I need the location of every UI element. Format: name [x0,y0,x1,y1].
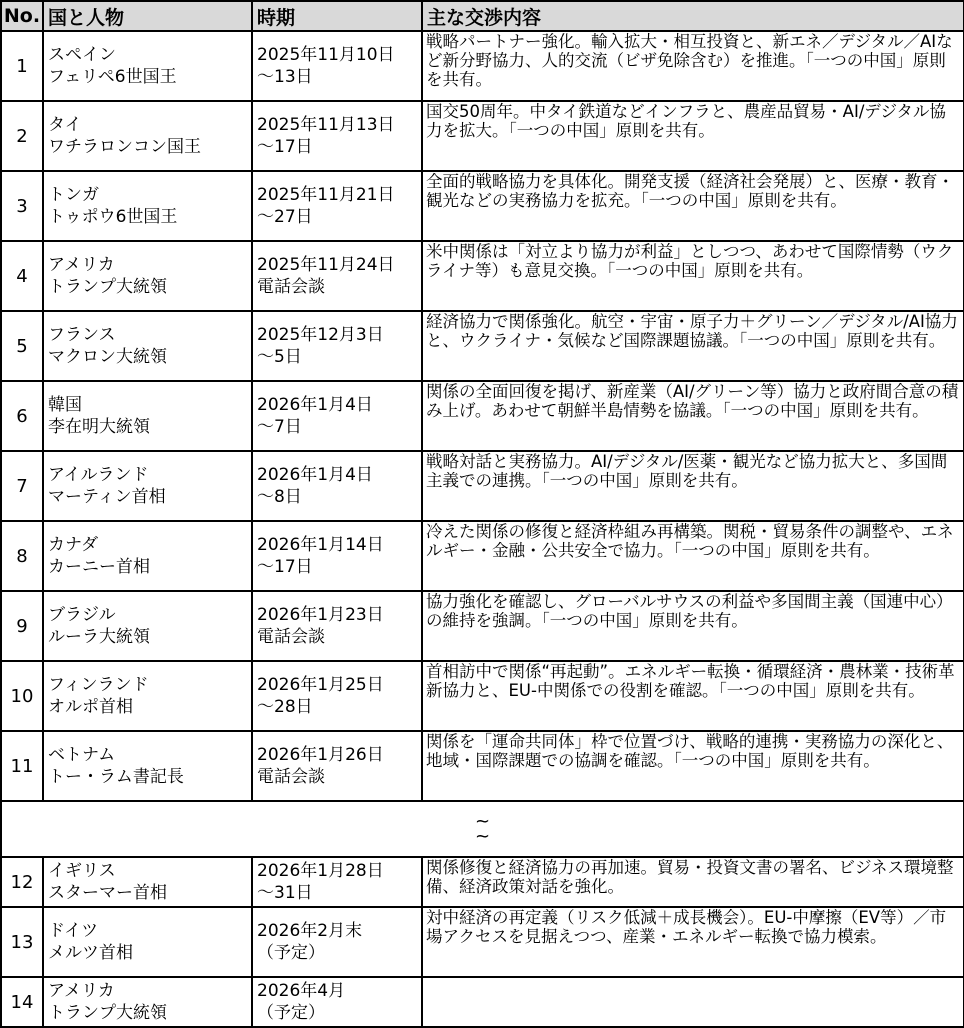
row-country: フランス マクロン大統領 [43,311,252,381]
row-country: ブラジル ルーラ大統領 [43,591,252,661]
header-no: No. [1,1,43,31]
row-no: 2 [1,101,43,171]
row-country: タイ ワチラロンコン国王 [43,101,252,171]
table-row [1,381,964,451]
row-no: 13 [1,907,43,977]
table-row [1,241,964,311]
row-country: ドイツ メルツ首相 [43,907,252,977]
row-period: 2026年4月 （予定） [252,977,422,1027]
row-period: 2026年1月23日 電話会談 [252,591,422,661]
row-period: 2025年11月10日 ～13日 [252,31,422,101]
table-row [1,521,964,591]
table-row [1,857,964,907]
row-period: 2026年2月末 （予定） [252,907,422,977]
row-no: 10 [1,661,43,731]
header-row [1,1,964,31]
row-country: アメリカ トランプ大統領 [43,241,252,311]
row-country: アメリカ トランプ大統領 [43,977,252,1027]
row-content: 対中経済の再定義（リスク低減＋成長機会）。EU-中摩擦（EV等）／市場アクセスを見据えつつ、産業・エネルギー転換で協力模索。 [422,907,964,977]
table-row [1,731,964,801]
row-period: 2026年1月26日 電話会談 [252,731,422,801]
row-no: 11 [1,731,43,801]
row-no: 14 [1,977,43,1027]
header-period: 時期 [252,1,422,31]
table-row [1,591,964,661]
row-country: イギリス スターマー首相 [43,857,252,907]
row-no: 1 [1,31,43,101]
row-country: スペイン フェリペ6世国王 [43,31,252,101]
row-period: 2026年1月4日 ～8日 [252,451,422,521]
table-row [1,311,964,381]
row-period: 2026年1月4日 ～7日 [252,381,422,451]
row-period: 2026年1月25日 ～28日 [252,661,422,731]
row-content: 関係修復と経済協力の再加速。貿易・投資文書の署名、ビジネス環境整備、経済政策対話を強化。 [422,857,964,907]
row-content: 戦略対話と実務協力。AI/デジタル/医薬・観光など協力拡大と、多国間主義での連携。「一つの中国」原則を共有。 [422,451,964,521]
row-no: 12 [1,857,43,907]
table-row [1,31,964,101]
table-row [1,907,964,977]
row-no: 7 [1,451,43,521]
row-content [422,977,964,1027]
row-period: 2026年1月28日 ～31日 [252,857,422,907]
omission-mark: ~ ~ [1,801,964,857]
table-row [1,101,964,171]
row-country: 韓国 李在明大統領 [43,381,252,451]
table-row [1,451,964,521]
row-content: 首相訪中で関係“再起動”。エネルギー転換・循環経済・農林業・技術革新協力と、EU-中関係での役割を確認。「一つの中国」原則を共有。 [422,661,964,731]
row-no: 5 [1,311,43,381]
row-country: フィンランド オルポ首相 [43,661,252,731]
row-content: 関係の全面回復を掲げ、新産業（AI/グリーン等）協力と政府間合意の積み上げ。あわせて朝鮮半島情勢を協議。「一つの中国」原則を共有。 [422,381,964,451]
row-content: 関係を「運命共同体」枠で位置づけ、戦略的連携・実務協力の深化と、地域・国際課題での協調を確認。「一つの中国」原則を共有。 [422,731,964,801]
row-no: 6 [1,381,43,451]
table-row [1,661,964,731]
row-country: ベトナム トー・ラム書記長 [43,731,252,801]
header-country: 国と人物 [43,1,252,31]
row-no: 8 [1,521,43,591]
table-row [1,171,964,241]
table-row [1,977,964,1027]
row-period: 2025年11月13日 ～17日 [252,101,422,171]
row-country: アイルランド マーティン首相 [43,451,252,521]
row-content: 協力強化を確認し、グローバルサウスの利益や多国間主義（国連中心）の維持を強調。「一つの中国」原則を共有。 [422,591,964,661]
row-content: 全面的戦略協力を具体化。開発支援（経済社会発展）と、医療・教育・観光などの実務協力を拡充。「一つの中国」原則を共有。 [422,171,964,241]
row-period: 2026年1月14日 ～17日 [252,521,422,591]
row-no: 9 [1,591,43,661]
row-country: トンガ トゥポウ6世国王 [43,171,252,241]
row-content: 冷えた関係の修復と経済枠組み再構築。関税・貿易条件の調整や、エネルギー・金融・公共安全で協力。「一つの中国」原則を共有。 [422,521,964,591]
row-no: 4 [1,241,43,311]
row-period: 2025年12月3日 ～5日 [252,311,422,381]
row-period: 2025年11月21日 ～27日 [252,171,422,241]
row-no: 3 [1,171,43,241]
row-content: 米中関係は「対立より協力が利益」としつつ、あわせて国際情勢（ウクライナ等）も意見交換。「一つの中国」原則を共有。 [422,241,964,311]
row-content: 国交50周年。中タイ鉄道などインフラと、農産品貿易・AI/デジタル協力を拡大。「一つの中国」原則を共有。 [422,101,964,171]
row-country: カナダ カーニー首相 [43,521,252,591]
omission-row [1,801,964,857]
header-content: 主な交渉内容 [422,1,964,31]
row-period: 2025年11月24日 電話会談 [252,241,422,311]
row-content: 戦略パートナー強化。輸入拡大・相互投資と、新エネ／デジタル／AIなど新分野協力、人的交流（ビザ免除含む）を推進。「一つの中国」原則を共有。 [422,31,964,101]
row-content: 経済協力で関係強化。航空・宇宙・原子力＋グリーン／デジタル/AI協力と、ウクライナ・気候など国際課題協議。「一つの中国」原則を共有。 [422,311,964,381]
